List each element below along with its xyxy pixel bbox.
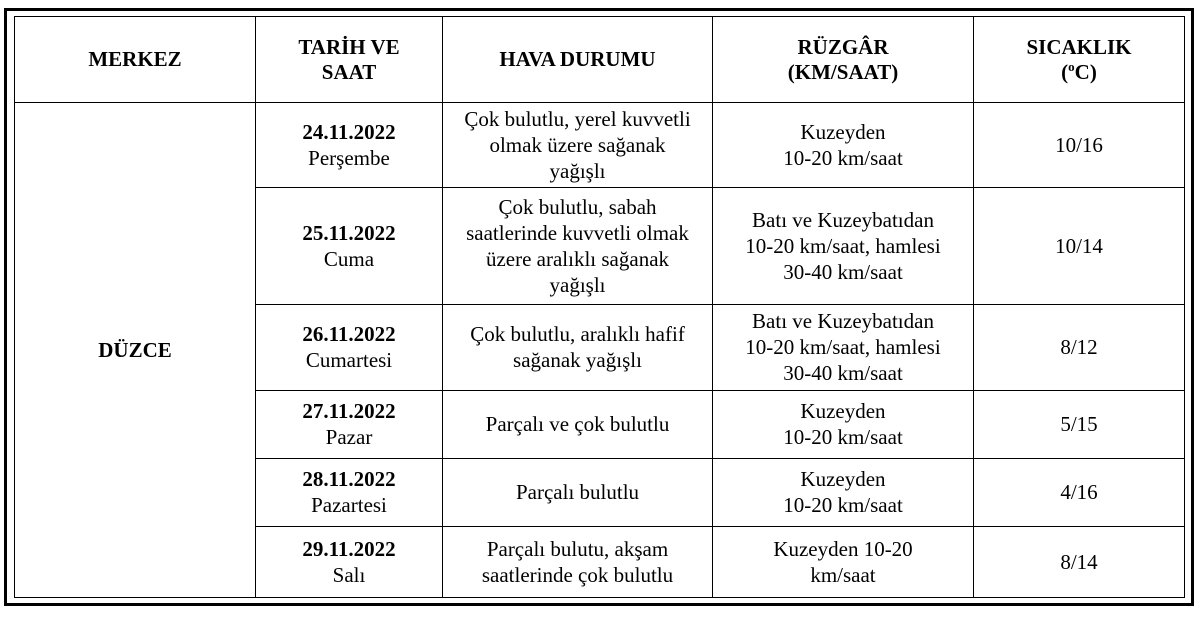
temperature-cell: 4/16 [974, 458, 1185, 526]
weather-cell [443, 458, 713, 526]
date-cell [256, 526, 443, 597]
day-name-text: Pazartesi [311, 493, 387, 518]
temperature-cell: 5/15 [974, 390, 1185, 458]
degree-symbol: o [1068, 58, 1075, 74]
day-name-text: Pazar [325, 425, 373, 450]
temperature-cell: 8/14 [974, 526, 1185, 597]
wind-line: 10-20 km/saat, hamlesi [745, 234, 941, 259]
temperature-cell: 8/12 [974, 305, 1185, 390]
wind-line: Kuzeyden [800, 399, 886, 424]
weather-cell [443, 305, 713, 390]
date-text: 24.11.2022 [302, 120, 396, 145]
weather-cell [443, 103, 713, 188]
wind-line: Kuzeyden 10-20 [773, 536, 913, 561]
wind-line: Kuzeyden [800, 120, 886, 145]
wind-line: 10-20 km/saat [783, 493, 903, 518]
weather-line: sağanak yağışlı [513, 348, 642, 373]
wind-cell [713, 458, 974, 526]
date-cell [256, 458, 443, 526]
header-datetime: TARİH VE SAAT [256, 17, 443, 103]
header-weather: HAVA DURUMU [443, 17, 713, 103]
wind-line: 30-40 km/saat [783, 361, 903, 386]
wind-cell [713, 188, 974, 305]
table-row [15, 103, 1185, 188]
wind-line: 10-20 km/saat [783, 425, 903, 450]
weather-line: Parçalı ve çok bulutlu [485, 412, 670, 437]
date-text: 26.11.2022 [302, 322, 396, 347]
wind-line: 30-40 km/saat [783, 260, 903, 285]
day-name-text: Cumartesi [305, 348, 393, 373]
weather-line: Parçalı bulutu, akşam [486, 536, 669, 561]
weather-cell [443, 526, 713, 597]
header-wind: RÜZGÂR (KM/SAAT) [713, 17, 974, 103]
weather-line: saatlerinde kuvvetli olmak [466, 221, 689, 246]
date-text: 27.11.2022 [302, 399, 396, 424]
wind-cell [713, 103, 974, 188]
weather-line: Çok bulutlu, yerel kuvvetli [464, 107, 691, 132]
wind-line: Batı ve Kuzeybatıdan [752, 208, 934, 233]
wind-line: Kuzeyden [800, 467, 886, 492]
weather-line: Çok bulutlu, sabah [498, 195, 657, 220]
wind-cell [713, 305, 974, 390]
weather-line: olmak üzere sağanak [489, 133, 666, 158]
temperature-cell: 10/16 [974, 103, 1185, 188]
day-name-text: Cuma [323, 247, 375, 272]
header-temperature: SICAKLIK ($^o$C) [974, 17, 1185, 103]
date-cell [256, 188, 443, 305]
wind-cell [713, 526, 974, 597]
date-cell [256, 103, 443, 188]
day-name-text: Perşembe [308, 146, 390, 171]
temperature-cell: 10/14 [974, 188, 1185, 305]
header-center: MERKEZ [15, 17, 256, 103]
wind-cell [713, 390, 974, 458]
date-text: 25.11.2022 [302, 221, 396, 246]
center-name-cell: DÜZCE [15, 103, 256, 598]
date-text: 29.11.2022 [302, 536, 396, 561]
wind-line: 10-20 km/saat, hamlesi [745, 335, 941, 360]
weather-line: saatlerinde çok bulutlu [481, 562, 674, 587]
wind-line: km/saat [810, 562, 876, 587]
wind-line: 10-20 km/saat [783, 146, 903, 171]
weather-forecast-table [14, 16, 1185, 598]
date-cell [256, 390, 443, 458]
date-cell [256, 305, 443, 390]
day-name-text: Salı [332, 562, 366, 587]
weather-line: Parçalı bulutlu [515, 480, 640, 505]
wind-line: Batı ve Kuzeybatıdan [752, 309, 934, 334]
weather-line: üzere aralıklı sağanak [485, 247, 670, 272]
table-header-row [15, 17, 1185, 103]
weather-cell [443, 188, 713, 305]
weather-line: yağışlı [549, 159, 606, 184]
date-text: 28.11.2022 [302, 467, 396, 492]
weather-cell [443, 390, 713, 458]
weather-line: yağışlı [549, 273, 606, 298]
weather-line: Çok bulutlu, aralıklı hafif [470, 322, 685, 347]
